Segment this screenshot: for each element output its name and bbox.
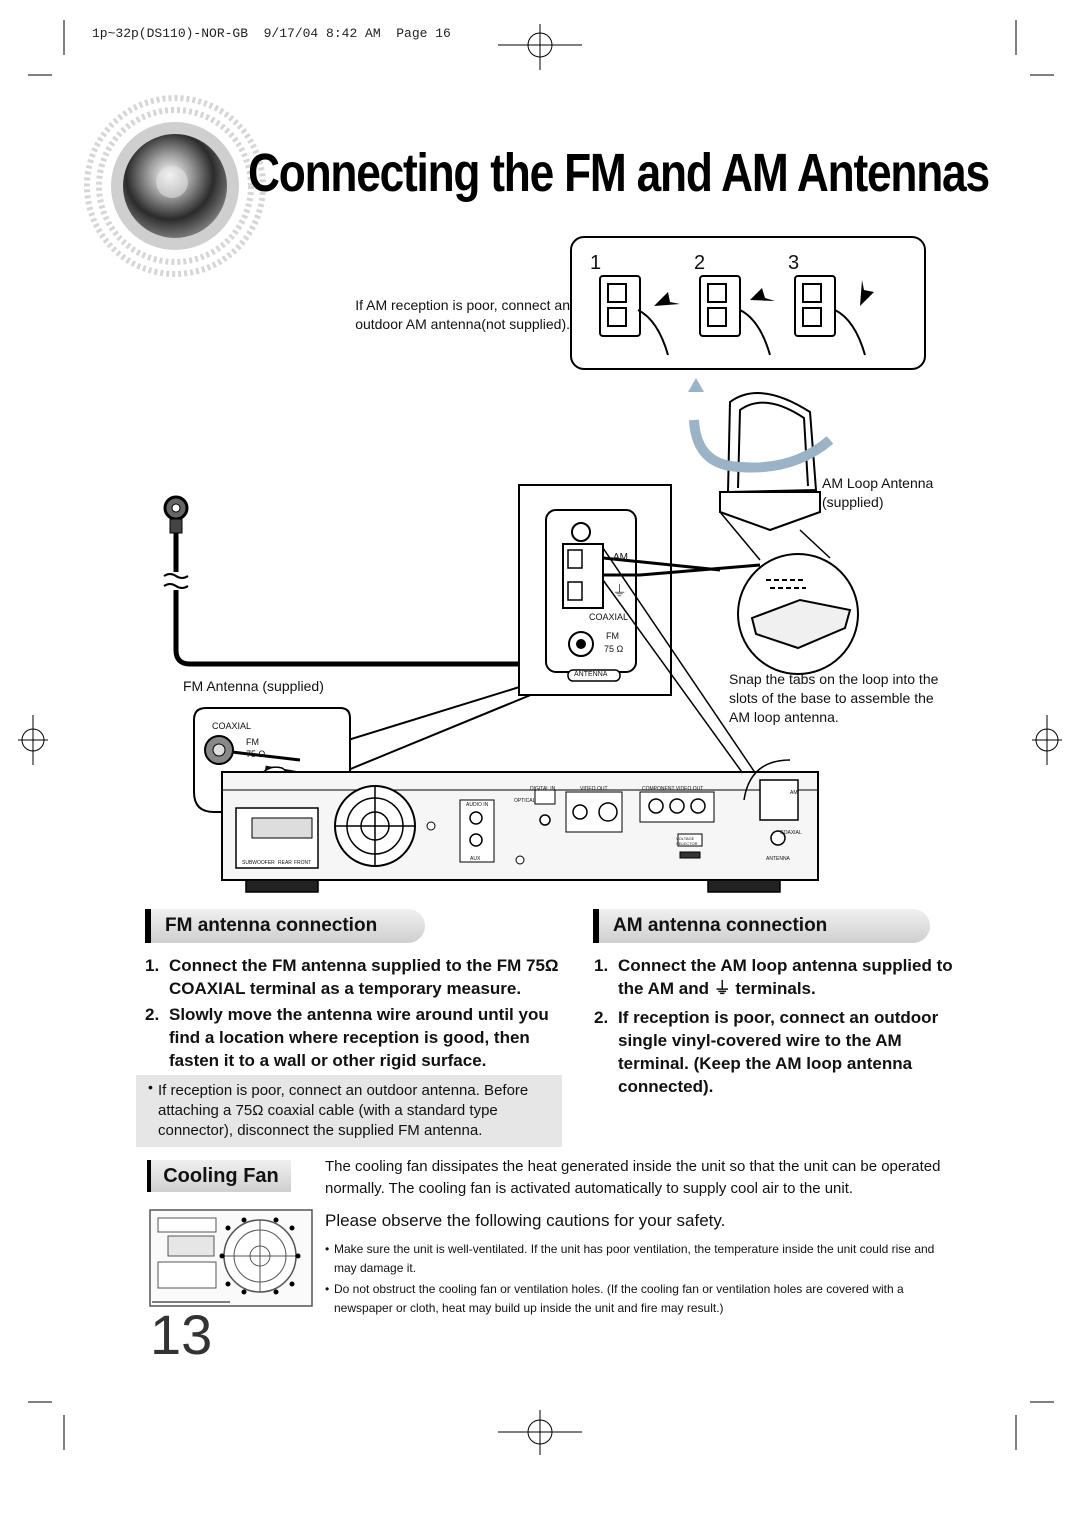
cooling-fan-rear-illustration	[148, 1208, 314, 1310]
zoom-ohm-label: 75 Ω	[246, 749, 266, 759]
panel-ground-icon: ⏚	[612, 583, 628, 600]
caution-bullet-2: • Do not obstruct the cooling fan or ventilation holes. (If the cooling fan or ventilation holes are covered with a newspaper or cloth, heat may build up inside the unit and fire may result.)	[325, 1282, 904, 1315]
rear-rear-label: REAR	[278, 860, 292, 866]
rear-digital-in-label: DIGITAL IN	[530, 786, 556, 792]
am-step-1: 1. Connect the AM loop antenna supplied to the AM and ⏚ terminals.	[594, 956, 953, 998]
cooling-fan-description: The cooling fan dissipates the heat generated inside the unit so that the unit can be operated normally. The cooling fan is activated automatically to supply cool air to the unit.	[325, 1158, 941, 1197]
rear-front-label: FRONT	[294, 860, 312, 866]
fm-note-text: If reception is poor, connect an outdoor antenna. Before attaching a 75Ω coaxial cable (with a standard type connector), disconnect the supplied FM antenna.	[158, 1082, 529, 1139]
panel-coaxial-label: COAXIAL	[589, 612, 629, 622]
fm-step-2: 2. Slowly move the antenna wire around until you find a location where reception is good, then fasten it to a wall or other rigid surface.	[145, 1005, 549, 1070]
caution-title: Please observe the following cautions for your safety.	[325, 1211, 726, 1230]
rear-subwoofer-label: SUBWOOFER	[242, 860, 275, 866]
snap-tabs-caption: Snap the tabs on the loop into the slots of the base to assemble the AM loop antenna.	[729, 671, 939, 725]
panel-fm-label: FM	[606, 631, 619, 641]
step-2-number: 2	[694, 252, 706, 274]
panel-ohm-label: 75 Ω	[604, 644, 624, 654]
page-number: 13	[150, 1303, 213, 1366]
am-section-heading: AM antenna connection	[593, 909, 930, 943]
rear-antenna-label: ANTENNA	[766, 856, 790, 862]
caution-bullet-1: • Make sure the unit is well-ventilated. If the unit has poor ventilation, the temperature inside the unit could rise and may damage it.	[325, 1242, 935, 1275]
am-steps-list	[594, 954, 964, 1101]
rear-component-video-out-label: COMPONENT VIDEO OUT	[642, 786, 704, 792]
rear-audio-in-label: AUDIO IN	[466, 802, 489, 808]
rear-video-out-label: VIDEO OUT	[580, 786, 608, 792]
caution-bullets	[325, 1240, 940, 1318]
rear-aux-label: AUX	[470, 856, 481, 862]
page-title: Connecting the FM and AM Antennas	[248, 143, 989, 203]
fm-antenna-caption: FM Antenna (supplied)	[183, 678, 324, 694]
cooling-fan-heading: Cooling Fan	[147, 1160, 291, 1192]
step-3-number: 3	[788, 252, 800, 274]
panel-am-label: AM	[613, 552, 628, 563]
fm-note-box	[136, 1075, 562, 1147]
rear-voltage-selector-label: VOLTAGE SELECTOR	[676, 836, 698, 846]
outdoor-am-caption: If AM reception is poor, connect an outdoor AM antenna(not supplied).	[355, 297, 570, 332]
step-1-number: 1	[590, 252, 602, 274]
am-step-2: 2. If reception is poor, connect an outdoor single vinyl-covered wire to the AM terminal. (Keep the AM loop antenna connected).	[594, 1008, 939, 1096]
fm-step-1: 1. Connect the FM antenna supplied to the FM 75Ω COAXIAL terminal as a temporary measure.	[145, 956, 559, 998]
fm-steps-list	[145, 954, 565, 1075]
rear-am-label: AM	[790, 790, 798, 796]
panel-antenna-label: ANTENNA	[574, 671, 608, 678]
zoom-fm-label: FM	[246, 737, 259, 747]
print-header: 1p~32p(DS110)-NOR-GB 9/17/04 8:42 AM Page 16	[92, 26, 451, 41]
am-loop-antenna-caption: AM Loop Antenna (supplied)	[822, 475, 934, 510]
rear-optical-label: OPTICAL	[514, 798, 536, 804]
fm-section-heading: FM antenna connection	[145, 909, 425, 943]
zoom-coaxial-label: COAXIAL	[212, 721, 252, 731]
rear-coaxial-label: COAXIAL	[780, 830, 802, 836]
fm-note-bullet: •	[148, 1079, 153, 1095]
